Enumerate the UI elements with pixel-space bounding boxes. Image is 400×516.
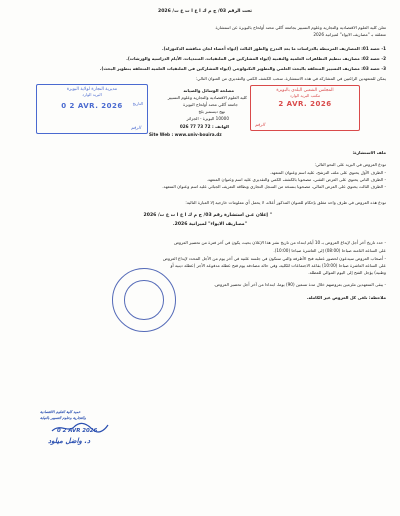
lot-3: 3- حصة 03: مصاريف التسيير المتعلقة بالبحث العلمي والتطوير التكنولوجي (ايواء المشاركين في الملتقيات العلمية المتعلقة بتطوير البحث). bbox=[99, 66, 386, 71]
notice-subject: متعلقة بـ "مصاريف الايواء" لميزانية 2026 bbox=[313, 32, 386, 37]
condition-line: - يبقى المتعهدين ملزمين بعروضهم خلال مدة تسعين (90) يوما، ابتداءا من آخر أجل تحضير العروض. bbox=[213, 282, 386, 287]
address-website: Site Web : www.univ-bouira.dz bbox=[149, 132, 222, 137]
stamp-line1: مديرية التجارة لولاية البويرة bbox=[66, 87, 118, 92]
signature-date: 0 2 AVR 2026 bbox=[57, 428, 98, 434]
condition-line: وطنية) يؤجل الفتح إلى اليوم الموالي للعطلة. bbox=[308, 270, 386, 275]
address-phone: الهاتف : 72 73 77 026 bbox=[179, 124, 229, 129]
file-section-title: ملف الاستشارة: bbox=[352, 150, 386, 155]
stamp-date: 2 AVR. 2026 bbox=[278, 100, 332, 108]
signature-role1: عميد كلية العلوم الاقتصادية bbox=[40, 410, 81, 414]
note: ملاحظة: تلغى كل العروض غير الكاملة. bbox=[306, 295, 386, 300]
signature-name: د. واضل ميلود bbox=[48, 437, 91, 445]
received-stamp-commerce bbox=[36, 84, 148, 134]
file-item: - الظرف الأول يحتوي على ملف الترشح، عليه اسم وعنوان المتعهد. bbox=[269, 170, 386, 175]
file-item: تودع العروض في البريد على النحو التالي: bbox=[314, 162, 386, 167]
handwritten-signature bbox=[50, 419, 110, 435]
round-seal bbox=[112, 268, 176, 332]
stamp-line1: المجلس الشعبي البلدي بالبويرة bbox=[276, 88, 334, 93]
received-stamp-municipal bbox=[250, 85, 360, 131]
signature-role2: والتجارية وعلوم التسيير بالنيابة bbox=[40, 416, 86, 420]
stamp-ref-label: الرقم bbox=[130, 126, 141, 131]
condition-line: - أصحاب العروض سيدعون لحضور عملية فتح الأظرفة والتي ستكون في جلسة علنية في آخر يوم من الأجل المحدد لإيداع العروض bbox=[162, 256, 386, 261]
reference-number: تحت الرقم 03/ ج م ك ا ع ا ت ع ت/ 2026 bbox=[158, 9, 252, 14]
stamp-line2: البريد الوارد bbox=[82, 92, 102, 97]
notice-intro: تعلن كلية العلوم الاقتصادية والتجارية وعلوم التسيير بجامعة آكلي محند أولحاج بالبويرة عن استشارة bbox=[215, 25, 386, 30]
stamp-line2: مكتب البريد الوارد bbox=[289, 93, 321, 98]
file-item: - الظرف الثالث يحتوي على العرض المالي، مصحوبا بنسخة من السجل التجاري وبطاقة التعريف الجبائي عليه اسم وعنوان المتعهد. bbox=[162, 184, 386, 189]
stamp-date: 0 2 AVR. 2026 bbox=[61, 102, 123, 110]
file-item: - الظرف الثاني يحتوي على العرض التقني، مصحوبا بالكشف الكمي والتقديري عليه اسم وعنوان المتعهد. bbox=[206, 177, 386, 182]
condition-line: - حدد تاريخ آخر أجل لإيداع العروض بـ 10 أيام ابتداء من تاريخ نشر هذا الإعلان بحيث يكون في آخر فترة من تحضير العروض bbox=[173, 240, 386, 245]
lot-2: 2- حصة 02: مصاريف تنظيم التظاهرات العلمية والتقنية (ايواء المشاركين في الملتقيات، المنتديات، الأيام الدراسية والورشات). bbox=[126, 56, 386, 61]
invite-line: يمكن للمتعهدين الراغبين في المشاركة في هذه الاستشارة، سحب الكشف الكمي والتقديري من العنوان التالي: bbox=[195, 76, 386, 81]
deposit-instruction: تودع هذه العروض في ظرف واحد مغلق بإحكام للعنوان المذكور أعلاه، لا يحمل أي معلومات خارجية إلا العبارة التالية: bbox=[185, 200, 386, 205]
address-service: مصلحة الوسائل والصيانة bbox=[183, 88, 234, 93]
lot-1: 1- حصة 01: المصاريف المرتبطة بالدراسات ما بعد التدرج والطور الثالث (ايواء أعضاء لجان مناقشة الدكتوراه). bbox=[162, 46, 386, 51]
quoted-subject: "مصاريف الايواء" لميزانية 2026. bbox=[172, 222, 247, 227]
condition-line: على الساعة العاشرة صباحا (10:00) بقاعة الاجتماعات للكلية، وفي حالة مصادفة يوم فتح عطلة مدفوعة الأجر (عطلة دينية أو bbox=[170, 263, 386, 268]
stamp-date-label: التاريخ bbox=[132, 101, 143, 106]
condition-line: على الساعة الثامنة صباحا (08:00) إلى العاشرة صباحا (10:00). bbox=[273, 248, 386, 253]
address-university: جامعة آكلي محند أولحاج البويرة bbox=[183, 102, 238, 107]
quoted-reference: " إعلان عـن استشارة رقم 03/ ج م ك ا ع ا ت ع ت/ 2026 bbox=[143, 213, 272, 218]
stamp-ref-label: الرقم bbox=[255, 123, 266, 128]
address-city: 10000 البويرة - الجزائر bbox=[186, 116, 229, 121]
address-street: نهج ديسمبر بلخ bbox=[198, 109, 225, 114]
address-faculty: كلية العلوم الاقتصادية والتجارية وعلوم التسيير bbox=[167, 95, 247, 100]
